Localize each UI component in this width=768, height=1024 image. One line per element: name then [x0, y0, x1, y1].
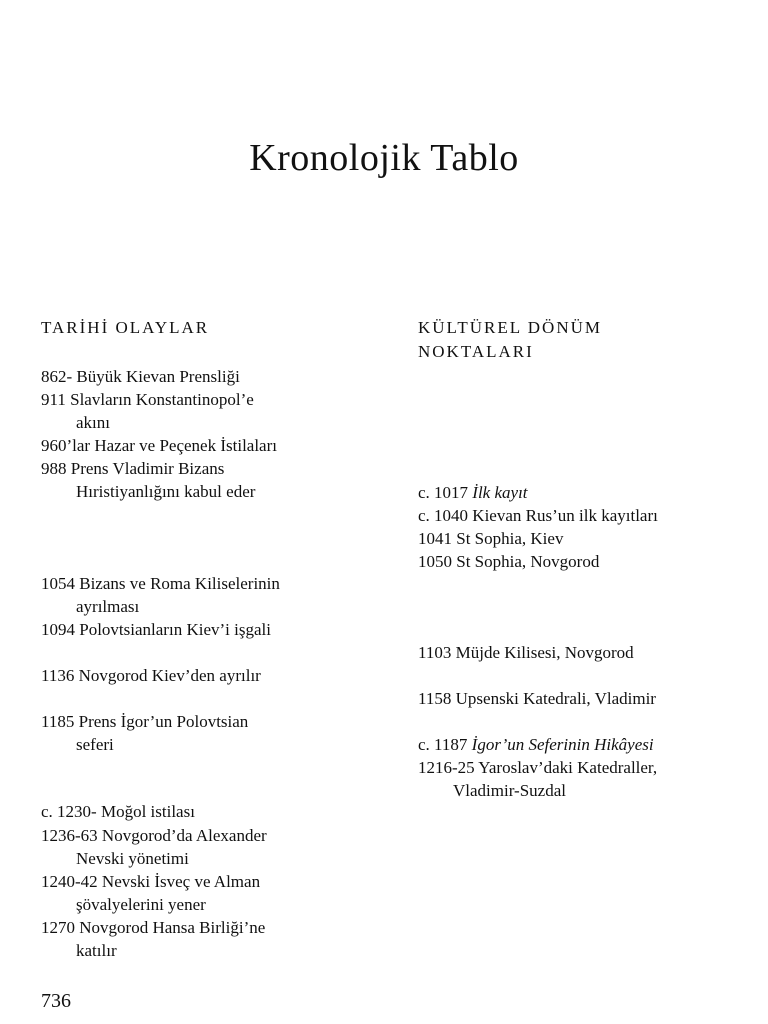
entry-continuation: şövalyelerini yener	[76, 895, 206, 914]
history-entry	[41, 457, 255, 503]
entry-continuation: akını	[76, 413, 110, 432]
entry-text: St Sophia, Novgorod	[456, 552, 600, 571]
history-entry	[41, 388, 254, 434]
history-entry	[41, 710, 248, 756]
culture-entry	[418, 687, 656, 710]
entry-continuation: Hıristiyanlığını kabul eder	[76, 482, 256, 501]
entry-date: 1103	[418, 643, 452, 662]
entry-date: c. 1040	[418, 506, 469, 525]
entry-text: 1136 Novgorod Kiev’den ayrılır	[41, 666, 261, 685]
entry-text: 1185 Prens İgor’un Polovtsian	[41, 712, 249, 731]
entry-text: 911 Slavların Konstantinopol’e	[41, 390, 254, 409]
culture-entry	[418, 527, 563, 550]
entry-date: 1041	[418, 529, 452, 548]
page-number: 736	[41, 990, 71, 1012]
entry-date: c. 1017	[418, 483, 469, 502]
history-entry	[41, 434, 277, 457]
entry-date: 1216-25	[418, 758, 475, 777]
entry-text: 1270 Novgorod Hansa Birliği’ne	[41, 918, 266, 937]
history-entry	[41, 916, 265, 962]
culture-entry	[418, 733, 654, 756]
entry-continuation: katılır	[76, 941, 117, 960]
right-column-heading	[418, 316, 602, 364]
culture-entry	[418, 756, 657, 802]
history-entry	[41, 870, 260, 916]
right-heading-line2: NOKTALARI	[418, 342, 534, 361]
entry-text: St Sophia, Kiev	[456, 529, 564, 548]
history-entry	[41, 572, 280, 618]
entry-text: Müjde Kilisesi, Novgorod	[455, 643, 634, 662]
entry-date: c. 1187	[418, 735, 468, 754]
entry-text: Kievan Rus’un ilk kayıtları	[472, 506, 658, 525]
history-entry	[41, 664, 261, 687]
entry-text: 1054 Bizans ve Roma Kiliselerinin	[41, 574, 280, 593]
history-entry	[41, 618, 271, 641]
history-entry	[41, 824, 267, 870]
culture-entry	[418, 641, 634, 664]
entry-date: 1050	[418, 552, 452, 571]
entry-text: 988 Prens Vladimir Bizans	[41, 459, 225, 478]
entry-text: İgor’un Seferinin Hikâyesi	[471, 735, 654, 754]
entry-text: İlk kayıt	[472, 483, 528, 502]
entry-date: 1158	[418, 689, 452, 708]
entry-continuation: Nevski yönetimi	[76, 849, 189, 868]
entry-text: 1236-63 Novgorod’da Alexander	[41, 826, 267, 845]
entry-text: 960’lar Hazar ve Peçenek İstilaları	[41, 436, 277, 455]
entry-continuation: seferi	[76, 735, 114, 754]
right-heading-line1: KÜLTÜREL DÖNÜM	[418, 318, 602, 337]
culture-entry	[418, 550, 599, 573]
history-entry	[41, 365, 240, 388]
entry-text: Yaroslav’daki Katedraller,	[478, 758, 658, 777]
left-column-heading: TARİHİ OLAYLAR	[41, 318, 210, 337]
entry-continuation: Vladimir-Suzdal	[453, 781, 566, 800]
entry-text: c. 1230- Moğol istilası	[41, 802, 195, 821]
entry-text: 862- Büyük Kievan Prensliği	[41, 367, 240, 386]
entry-text: Upsenski Katedrali, Vladimir	[455, 689, 656, 708]
entry-text: 1094 Polovtsianların Kiev’i işgali	[41, 620, 271, 639]
culture-entry	[418, 481, 528, 504]
entry-continuation: ayrılması	[76, 597, 140, 616]
page-title: Kronolojik Tablo	[249, 137, 519, 179]
culture-entry	[418, 504, 658, 527]
entry-text: 1240-42 Nevski İsveç ve Alman	[41, 872, 261, 891]
history-entry	[41, 800, 195, 823]
